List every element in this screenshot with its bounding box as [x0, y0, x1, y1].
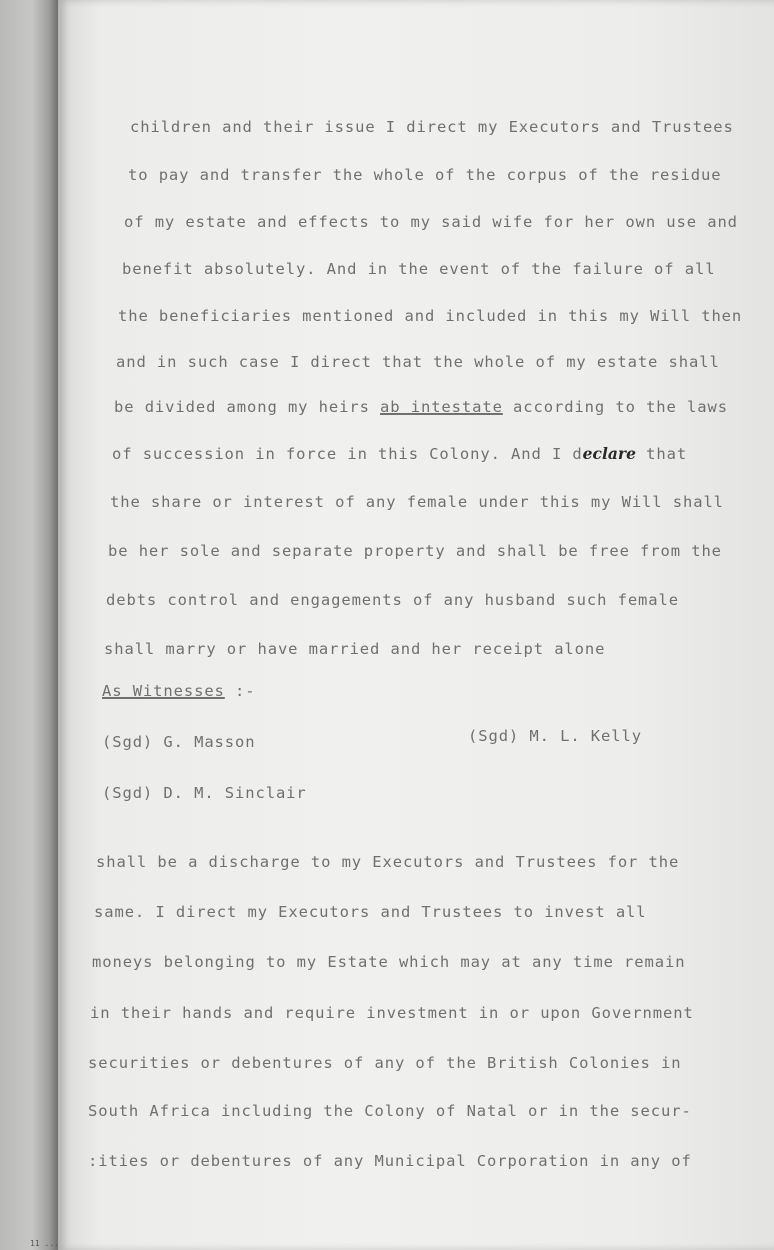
- witness-signature-sinclair: (Sgd) D. M. Sinclair: [102, 784, 307, 802]
- handwritten-correction: eclare: [582, 444, 636, 463]
- text-line-8-start: of succession in force in this Colony. And I d: [112, 445, 583, 463]
- text-line-6: and in such case I direct that the whole of my estate shall: [116, 353, 720, 371]
- text-line-16: in their hands and require investment in or upon Government: [90, 1004, 694, 1022]
- witnesses-heading: As Witnesses: [102, 682, 225, 700]
- text-line-15: moneys belonging to my Estate which may at any time remain: [92, 953, 686, 971]
- text-line-7: [114, 398, 728, 416]
- witnesses-heading-line: [102, 682, 256, 700]
- text-line-5: the beneficiaries mentioned and included in this my Will then: [118, 307, 743, 325]
- text-line-7-start: be divided among my heirs: [114, 398, 381, 416]
- document-page: [58, 0, 774, 1250]
- text-line-4: benefit absolutely. And in the event of the failure of all: [122, 260, 716, 278]
- text-line-2: to pay and transfer the whole of the corpus of the residue: [128, 166, 722, 184]
- text-line-19: :ities or debentures of any Municipal Corporation in any of: [88, 1152, 692, 1170]
- text-line-8: [112, 444, 687, 463]
- text-line-3: of my estate and effects to my said wife for her own use and: [124, 213, 738, 231]
- text-line-17: securities or debentures of any of the British Colonies in: [88, 1054, 682, 1072]
- underlined-phrase: ab intestate: [380, 398, 503, 416]
- text-line-11: debts control and engagements of any husband such female: [106, 591, 679, 609]
- footer-print-mark: 11 ...: [30, 1239, 59, 1248]
- book-spine-edge: [0, 0, 58, 1250]
- witness-signature-kelly: (Sgd) M. L. Kelly: [468, 727, 642, 745]
- text-line-10: be her sole and separate property and shall be free from the: [108, 542, 722, 560]
- text-line-9: the share or interest of any female under this my Will shall: [110, 493, 724, 511]
- text-line-8-end: that: [635, 445, 688, 463]
- text-line-13: shall be a discharge to my Executors and Trustees for the: [96, 853, 680, 871]
- text-line-14: same. I direct my Executors and Trustees to invest all: [94, 903, 647, 921]
- witness-signature-masson: (Sgd) G. Masson: [102, 733, 256, 751]
- text-line-1: children and their issue I direct my Executors and Trustees: [130, 118, 734, 136]
- witnesses-heading-suffix: :-: [224, 682, 256, 700]
- text-line-18: South Africa including the Colony of Natal or in the secur-: [88, 1102, 692, 1120]
- text-line-12: shall marry or have married and her receipt alone: [104, 640, 606, 658]
- text-line-7-end: according to the laws: [502, 398, 728, 416]
